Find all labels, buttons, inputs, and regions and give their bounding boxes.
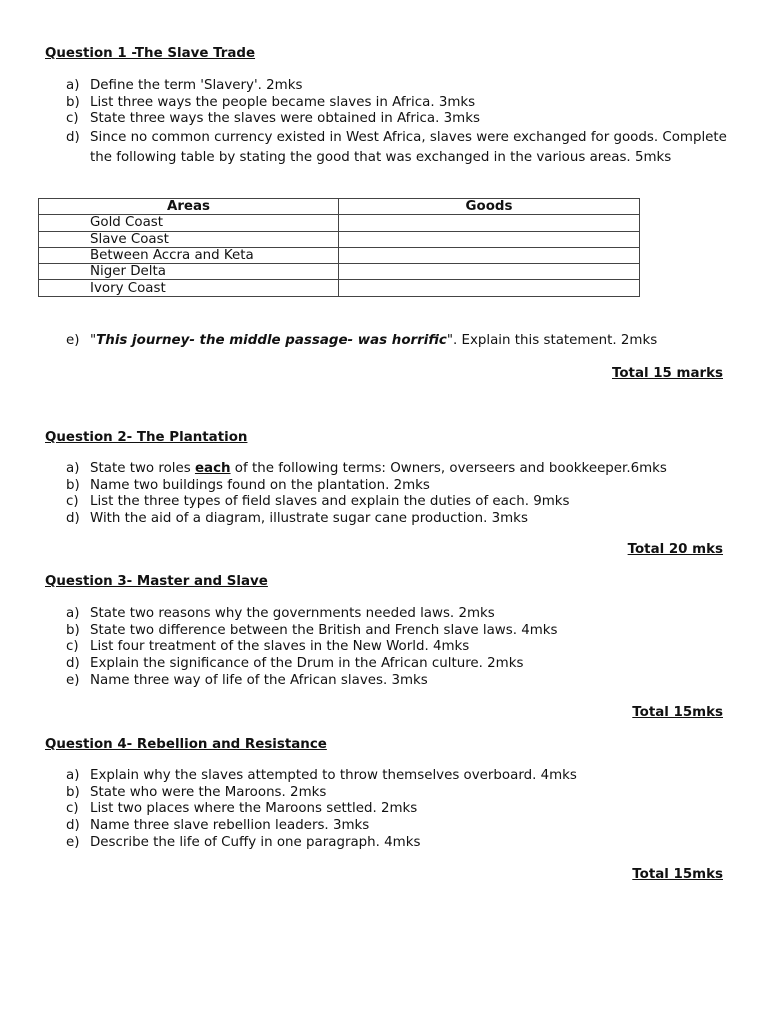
area-cell: Ivory Coast (39, 280, 339, 296)
area-cell: Gold Coast (39, 215, 339, 231)
question-3-heading: Question 3- Master and Slave (45, 574, 268, 589)
item-text (90, 333, 728, 350)
table-header-goods: Goods (339, 199, 640, 215)
goods-cell[interactable] (339, 215, 640, 231)
table-row (39, 231, 640, 247)
item-label: c) (66, 801, 79, 817)
areas-goods-table (38, 198, 640, 297)
item-text: Explain the significance of the Drum in the African culture. 2mks (90, 656, 524, 672)
area-cell: Niger Delta (39, 264, 339, 280)
goods-cell[interactable] (339, 264, 640, 280)
item-text-after: of the following terms: Owners, overseers and bookkeeper.6mks (230, 461, 667, 476)
goods-cell[interactable] (339, 280, 640, 296)
item-label: a) (66, 768, 80, 783)
item-text: State three ways the slaves were obtained in Africa. 3mks (90, 111, 480, 127)
question-4-heading: Question 4- Rebellion and Resistance (45, 737, 327, 752)
question-4-total: Total 15mks (632, 867, 723, 882)
item-label: b) (66, 477, 80, 493)
item-label: e) (66, 834, 80, 850)
item-label: c) (66, 639, 79, 655)
item-label: c) (66, 494, 79, 510)
item-text (90, 461, 728, 478)
item-text: State who were the Maroons. 2mks (90, 784, 327, 800)
question-2-total: Total 20 mks (627, 542, 723, 557)
item-text: List four treatment of the slaves in the New World. 4mks (90, 639, 470, 655)
question-1-total: Total 15 marks (611, 366, 723, 381)
item-label: b) (66, 784, 80, 800)
item-text: Name two buildings found on the plantation. 2mks (90, 477, 430, 493)
table-row (39, 264, 640, 280)
item-label: b) (66, 622, 80, 638)
item-text: State two difference between the British and French slave laws. 4mks (90, 622, 558, 638)
goods-cell[interactable] (339, 247, 640, 263)
item-text: Describe the life of Cuffy in one paragraph. 4mks (90, 834, 421, 850)
quoted-statement: This journey- the middle passage- was horrific (96, 333, 447, 348)
item-text: Name three way of life of the African slaves. 3mks (90, 672, 428, 688)
question-2-heading: Question 2- The Plantation (45, 430, 248, 445)
question-1-heading: Question 1 -The Slave Trade (45, 46, 256, 61)
area-cell: Slave Coast (39, 231, 339, 247)
item-text: Name three slave rebellion leaders. 3mks (90, 818, 370, 834)
item-text-before: State two roles (90, 461, 195, 476)
item-label: c) (66, 111, 79, 127)
goods-cell[interactable] (339, 231, 640, 247)
item-label: a) (66, 606, 80, 621)
table-row (39, 215, 640, 231)
item-text: Since no common currency existed in West Africa, slaves were exchanged for goods. Complete the following table by stating the good that was exchanged in the various areas. 5mks (90, 130, 727, 165)
item-text: List three ways the people became slaves in Africa. 3mks (90, 94, 476, 110)
item-label: a) (66, 461, 80, 476)
emphasized-word: each (194, 461, 231, 476)
item-text: Define the term 'Slavery'. 2mks (90, 78, 303, 93)
item-label: b) (66, 94, 80, 110)
item-label: d) (66, 511, 80, 527)
item-label: a) (66, 78, 80, 93)
item-label: d) (66, 656, 80, 672)
item-label: e) (66, 672, 80, 688)
area-cell: Between Accra and Keta (39, 247, 339, 263)
item-text-rest: . Explain this statement. 2mks (452, 333, 658, 348)
table-header-areas: Areas (39, 199, 339, 215)
item-text: Explain why the slaves attempted to throw themselves overboard. 4mks (90, 768, 577, 783)
quote-close: " (446, 333, 453, 348)
question-3-total: Total 15mks (632, 705, 723, 720)
item-text: List two places where the Maroons settled. 2mks (90, 801, 418, 817)
item-label: e) (66, 333, 80, 348)
item-label: d) (66, 130, 80, 146)
item-text: With the aid of a diagram, illustrate sugar cane production. 3mks (90, 511, 528, 527)
item-text: State two reasons why the governments needed laws. 2mks (90, 606, 495, 621)
table-row (39, 247, 640, 263)
item-text: List the three types of field slaves and explain the duties of each. 9mks (90, 494, 570, 510)
quote-open: " (90, 333, 97, 348)
item-label: d) (66, 818, 80, 834)
table-row (39, 280, 640, 296)
